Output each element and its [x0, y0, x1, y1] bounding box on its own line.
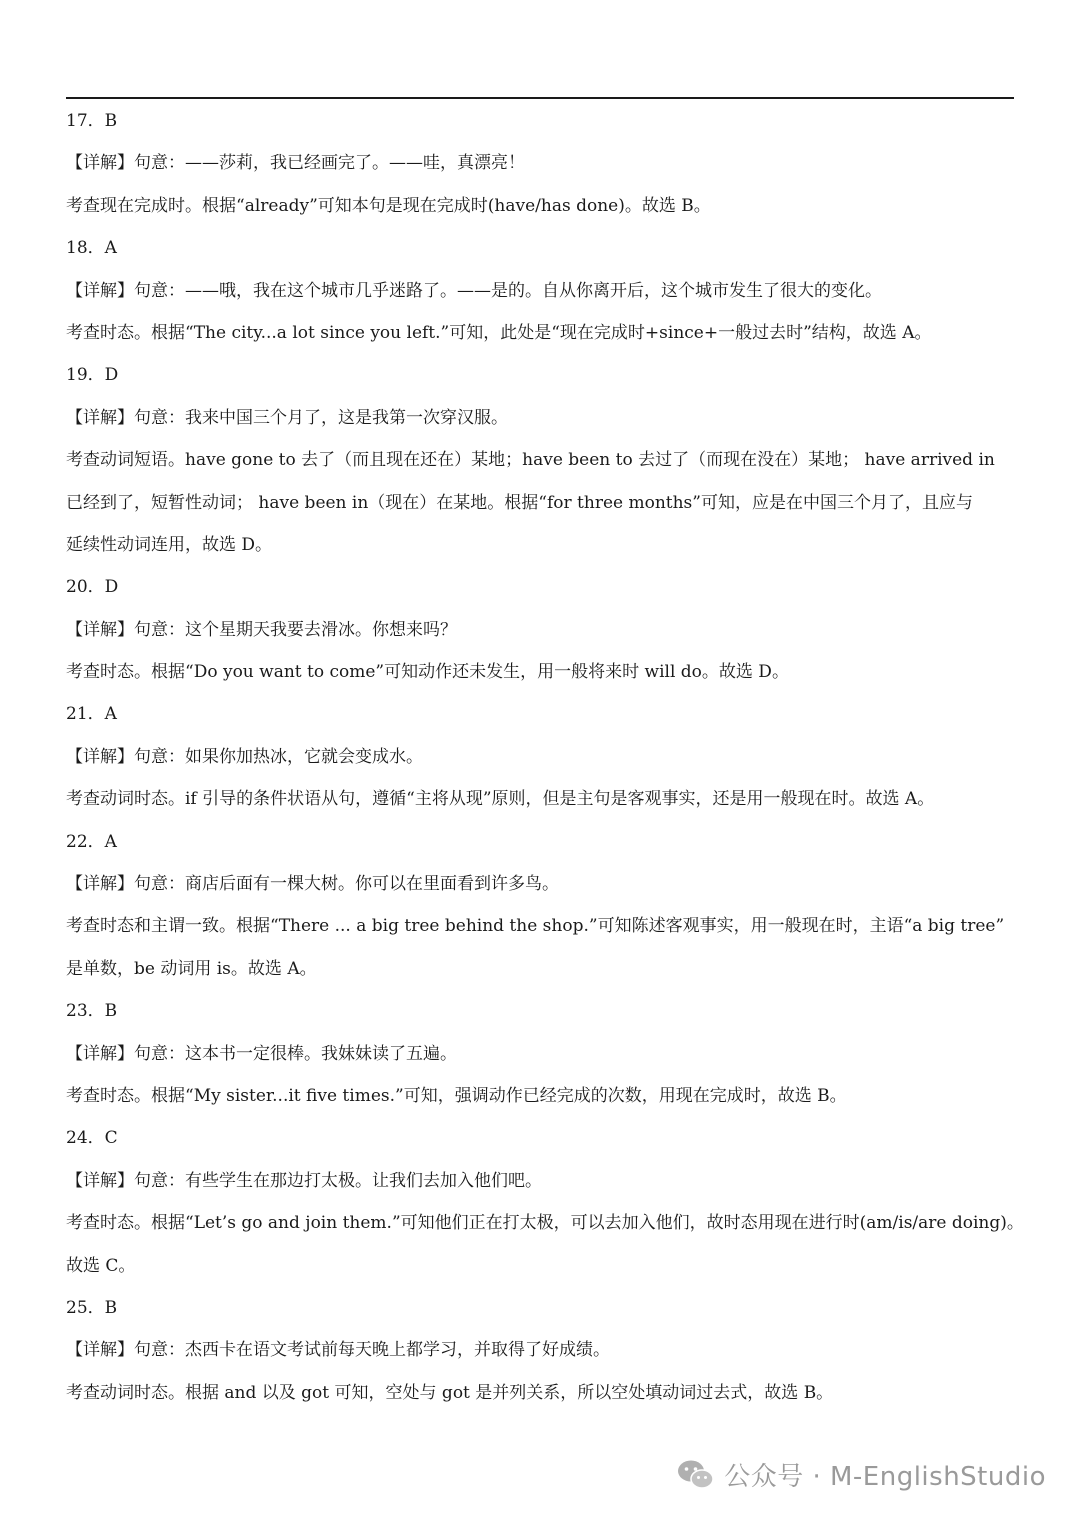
- answer-19-explanation-line-2: 已经到了，短暂性动词； have been in（现在）在某地。根据“for three months”可知，应是在中国三个月了，且应与: [66, 492, 973, 513]
- answer-19-heading: 19．D: [66, 365, 119, 386]
- header-rule: [66, 97, 1014, 99]
- answer-17-meaning: 【详解】句意：——莎莉，我已经画完了。——哇，真漂亮！: [66, 153, 525, 174]
- answer-22-explanation-line-1: 考查时态和主谓一致。根据“There ... a big tree behind the shop.”可知陈述客观事实，用一般现在时，主语“a big tree”: [66, 916, 1005, 937]
- answer-25-heading: 25．B: [66, 1297, 118, 1318]
- answer-21-heading: 21．A: [66, 704, 117, 725]
- answer-content: [66, 100, 1026, 1414]
- answer-20-explanation: 考查时态。根据“Do you want to come”可知动作还未发生，用一般将来时 will do。故选 D。: [66, 662, 789, 683]
- answer-23-heading: 23．B: [66, 1001, 118, 1022]
- answer-24-explanation-line-1: 考查时态。根据“Let’s go and join them.”可知他们正在打太极，可以去加入他们，故时态用现在进行时(am/is/are doing)。: [66, 1213, 1024, 1234]
- answer-20-meaning: 【详解】句意：这个星期天我要去滑冰。你想来吗？: [66, 619, 457, 640]
- answer-19-meaning: 【详解】句意：我来中国三个月了，这是我第一次穿汉服。: [66, 407, 508, 428]
- answer-19-explanation-line-1: 考查动词短语。have gone to 去了（而且现在还在）某地；have been to 去过了（而现在没在）某地； have arrived in: [66, 450, 995, 471]
- answer-17-heading: 17．B: [66, 111, 118, 131]
- answer-24-explanation-line-2: 故选 C。: [66, 1255, 136, 1276]
- answer-25-meaning: 【详解】句意：杰西卡在语文考试前每天晚上都学习，并取得了好成绩。: [66, 1340, 610, 1361]
- answer-21-explanation: 考查动词时态。if 引导的条件状语从句，遵循“主将从现”原则，但是主句是客观事实，还是用一般现在时。故选 A。: [66, 789, 935, 810]
- watermark-text: 公众号 · M-EnglishStudio: [724, 1462, 1046, 1492]
- answer-17-explanation: 考查现在完成时。根据“already”可知本句是现在完成时(have/has done)。故选 B。: [66, 195, 711, 216]
- wechat-icon: [676, 1458, 716, 1492]
- answer-23-explanation: 考查时态。根据“My sister...it five times.”可知，强调动作已经完成的次数，用现在完成时，故选 B。: [66, 1085, 847, 1106]
- answer-23-meaning: 【详解】句意：这本书一定很棒。我妹妹读了五遍。: [66, 1043, 457, 1064]
- watermark: [676, 1456, 1046, 1493]
- answer-22-explanation-line-2: 是单数，be 动词用 is。故选 A。: [66, 958, 317, 979]
- answer-24-meaning: 【详解】句意：有些学生在那边打太极。让我们去加入他们吧。: [66, 1170, 542, 1191]
- answer-25-explanation: 考查动词时态。根据 and 以及 got 可知，空处与 got 是并列关系，所以空处填动词过去式，故选 B。: [66, 1382, 834, 1403]
- answer-20-heading: 20．D: [66, 577, 119, 598]
- answer-24-heading: 24．C: [66, 1128, 118, 1149]
- answer-22-heading: 22．A: [66, 831, 117, 852]
- answer-18-heading: 18．A: [66, 238, 117, 259]
- answer-18-explanation: 考查时态。根据“The city...a lot since you left.”可知，此处是“现在完成时+since+一般过去时”结构，故选 A。: [66, 322, 932, 343]
- answer-18-meaning: 【详解】句意：——哦，我在这个城市几乎迷路了。——是的。自从你离开后，这个城市发生了很大的变化。: [66, 280, 882, 301]
- answer-21-meaning: 【详解】句意：如果你加热冰，它就会变成水。: [66, 746, 423, 767]
- answer-19-explanation-line-3: 延续性动词连用，故选 D。: [66, 534, 273, 555]
- answer-22-meaning: 【详解】句意：商店后面有一棵大树。你可以在里面看到许多鸟。: [66, 874, 559, 895]
